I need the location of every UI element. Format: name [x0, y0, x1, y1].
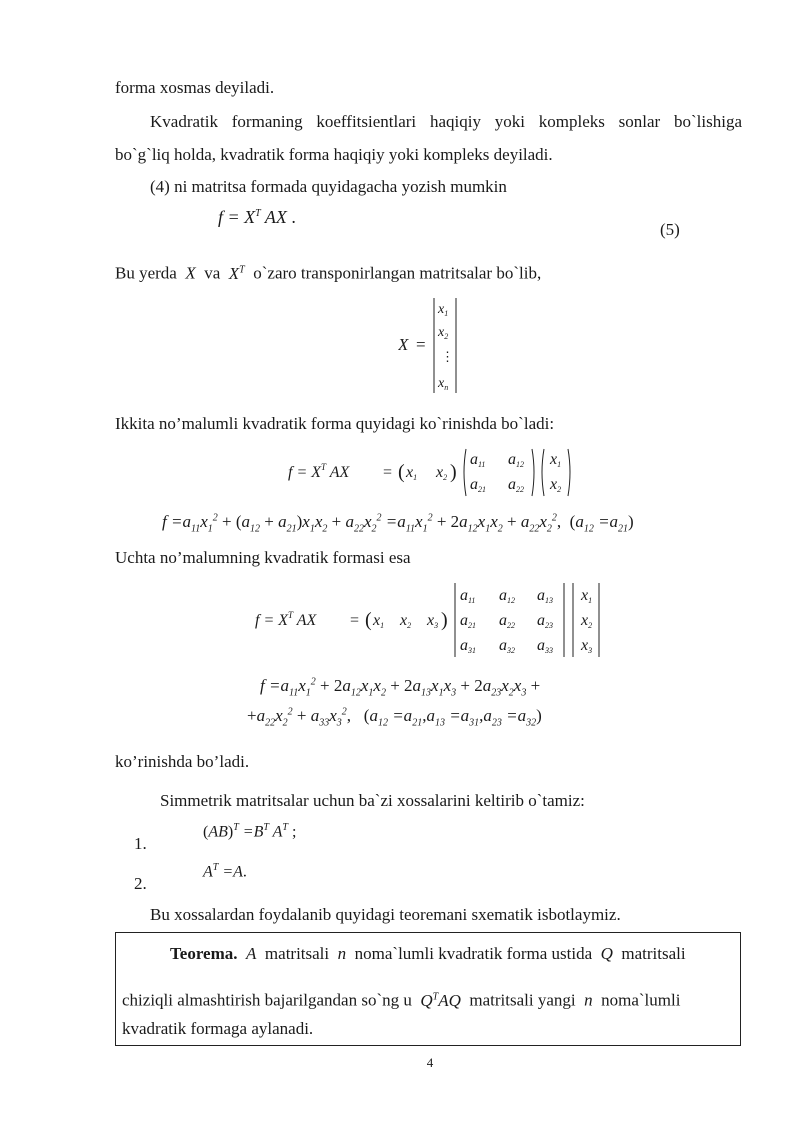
- text-line: (4) ni matritsa formada quyidagacha yozish mumkin: [150, 177, 507, 196]
- svg-text:x1: $x_1$: [438, 302, 449, 318]
- svg-text:⋮: ⋮: [441, 349, 454, 364]
- svg-text:=: =: [350, 612, 360, 629]
- svg-text:a21: a21: [470, 476, 486, 494]
- svg-text:a23: a23: [537, 612, 553, 630]
- property-1: $(AB)^T =B^T$ $A^T$ ;: [203, 822, 297, 841]
- svg-text:a22: a22: [499, 612, 515, 630]
- text-fragment: matritsali: [264, 944, 330, 963]
- text-line: Bu xossalardan foydalanib quyidagi teoremani sxematik isbotlaymiz.: [150, 905, 621, 924]
- svg-text:x1: x1: [406, 464, 418, 482]
- equation-2var-matrix: [288, 444, 588, 500]
- svg-text:f = XT AX: $f = X^T$ AX: [255, 610, 317, 629]
- vector-x: [398, 293, 478, 399]
- math-X: X: [181, 263, 200, 283]
- svg-text:x2: $x_2$: [438, 325, 449, 341]
- list-number: 1.: [134, 834, 147, 853]
- svg-text:X: X: [398, 335, 409, 354]
- math-XT: $X^T$: [224, 263, 245, 283]
- svg-text:x1: x1: [581, 587, 593, 605]
- equation-number: (5): [660, 220, 680, 239]
- text-line: Uchta no’malumning kvadratik formasi esa: [115, 548, 411, 567]
- theorem-line-2: [122, 985, 680, 1013]
- theorem-label: Teorema.: [170, 944, 238, 963]
- page-number: 4: [426, 1055, 434, 1070]
- svg-text:x2: x2: [400, 612, 412, 630]
- text-fragment: o`zaro transponirlangan matritsalar bo`lib,: [253, 263, 542, 283]
- text-fragment: matritsali yangi: [469, 990, 576, 1010]
- svg-text:x1: x1: [373, 612, 385, 630]
- svg-text:a12: a12: [508, 451, 524, 469]
- text-fragment: chiziqli almashtirish bajarilgandan so`ng u: [122, 990, 412, 1010]
- equation-3var-expanded-1: $f =a_{11}x_1^2 + 2a_{12}x_1x_2 + 2a_{13}x_1x_3 + 2a_{23}x_2x_3$ +: [260, 676, 541, 699]
- svg-text:(: (: [398, 461, 405, 483]
- theorem-line-1: [170, 942, 686, 966]
- text-line: forma xosmas deyiladi.: [115, 78, 275, 97]
- svg-text:=: =: [383, 464, 393, 481]
- svg-text:x3: x3: [581, 637, 593, 655]
- text-line: Kvadratik formaning koeffitsientlari haqiqiy yoki kompleks sonlar bo`lishiga: [150, 112, 742, 131]
- svg-text:): ): [450, 461, 457, 483]
- svg-text:xn: $x_n$: [438, 376, 449, 392]
- svg-text:x2: x2: [581, 612, 593, 630]
- svg-text:f = XT AX: $f = X^T$ AX: [288, 462, 350, 481]
- svg-text:a22: a22: [508, 476, 524, 494]
- math-n: n: [333, 944, 351, 963]
- text-fragment: matritsali: [621, 944, 686, 963]
- svg-text:a31: a31: [460, 637, 476, 655]
- equation-2var-expanded: $f =a_{11}x_1^2 + (a_{12} + a_{21})x_1x_2 + a_{22}x_2^2 =a_{11}x_1^2 + 2a_{12}x_1x_2 + a_{22}x_2^2$, $(a_{12} =a_{21})$: [162, 512, 634, 535]
- svg-text:a11: a11: [470, 451, 486, 469]
- equation-5: $f = X^T$ AX .: [218, 207, 296, 227]
- list-number: 2.: [134, 874, 147, 893]
- svg-text:a11: a11: [460, 587, 476, 605]
- equation-3var-matrix: [255, 580, 615, 660]
- svg-text:x3: x3: [427, 612, 439, 630]
- text-line: Simmetrik matritsalar uchun ba`zi xossalarini keltirib o`tamiz:: [160, 791, 585, 810]
- text-line: ko’rinishda bo’ladi.: [115, 752, 250, 771]
- math-A: A: [241, 944, 261, 963]
- math-QTAQ: $Q^TAQ$: [416, 990, 466, 1010]
- svg-text:x1: x1: [550, 451, 562, 469]
- svg-text:x2: x2: [550, 476, 562, 494]
- theorem-line-3: kvadratik formaga aylanadi.: [122, 1019, 314, 1038]
- text-fragment: Bu yerda: [115, 263, 177, 283]
- svg-text:a33: a33: [537, 637, 553, 655]
- svg-text:a32: a32: [499, 637, 515, 655]
- svg-text:a21: a21: [460, 612, 476, 630]
- text-line: [115, 258, 541, 286]
- equation-3var-expanded-2: $+a_{22}x_2^2 + a_{33}x_3^2$, $(a_{12} =a_{21},a_{13} =a_{31},a_{23} =a_{32})$: [247, 706, 542, 729]
- property-2: $A^T =A$.: [203, 862, 247, 881]
- svg-text:a13: a13: [537, 587, 553, 605]
- svg-text:(: (: [365, 609, 372, 631]
- text-fragment: noma`lumli kvadratik forma ustida: [354, 944, 593, 963]
- svg-text:x2: x2: [436, 464, 448, 482]
- text-line: bo`g`liq holda, kvadratik forma haqiqiy yoki kompleks deyiladi.: [115, 145, 553, 164]
- text-fragment: noma`lumli: [601, 990, 681, 1010]
- svg-text:): ): [441, 609, 448, 631]
- svg-text:a12: a12: [499, 587, 515, 605]
- text-fragment: va: [204, 263, 221, 283]
- text-line: Ikkita no’malumli kvadratik forma quyidagi ko`rinishda bo`ladi:: [115, 414, 555, 433]
- math-n: n: [579, 990, 597, 1010]
- math-Q: Q: [596, 944, 618, 963]
- svg-text:=: =: [416, 335, 426, 354]
